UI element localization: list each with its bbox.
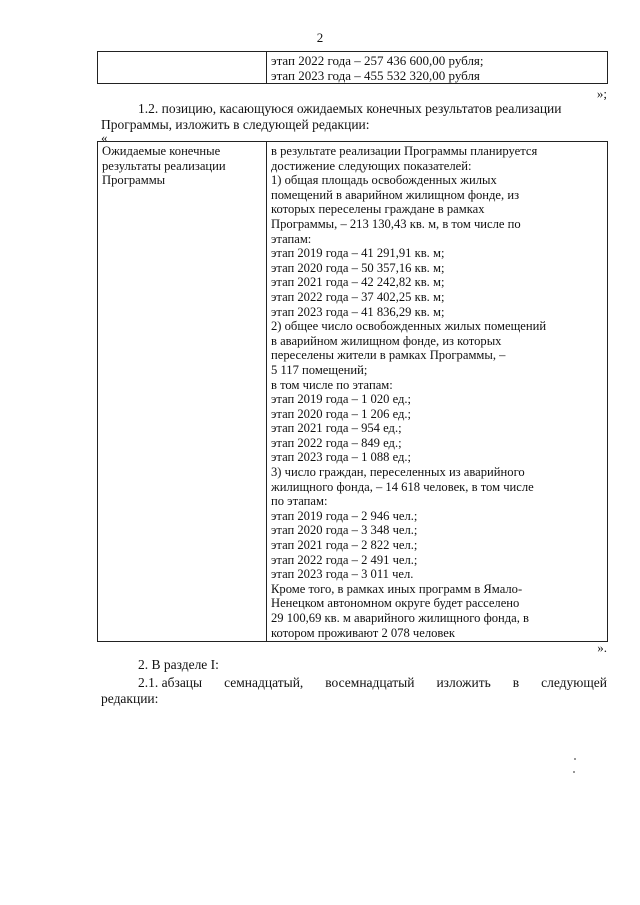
content-line: этап 2019 года – 2 946 чел.;	[271, 508, 418, 523]
content-line: котором проживают 2 078 человек	[271, 625, 456, 640]
content-line: этап 2021 года – 954 ед.;	[271, 421, 402, 436]
content-line: Программы, – 213 130,43 кв. м, в том числе по	[271, 216, 521, 231]
expected-results-content-cell	[267, 142, 608, 642]
content-line: по этапам:	[271, 494, 328, 509]
content-line: достижение следующих показателей:	[271, 158, 472, 173]
paragraph-word: следующей	[541, 675, 607, 690]
label-line: Программы	[102, 173, 166, 188]
paragraph-word: семнадцатый,	[224, 675, 304, 690]
content-line: этапам:	[271, 231, 312, 246]
content-line: которых переселены граждане в рамках	[271, 202, 485, 217]
section-2-text: 2. В разделе I:	[138, 657, 219, 672]
content-line: 5 117 помещений;	[271, 362, 368, 377]
paragraph-word: восемнадцатый	[325, 675, 415, 690]
content-line: помещений в аварийном жилищном фонде, из	[271, 187, 520, 202]
content-line: 3) число граждан, переселенных из аварийного	[271, 465, 525, 480]
content-line: этап 2021 года – 42 242,82 кв. м;	[271, 275, 445, 290]
content-line: в результате реализации Программы планируется	[271, 144, 538, 158]
content-line: 1) общая площадь освобожденных жилых	[271, 173, 497, 188]
label-line: Ожидаемые конечные	[102, 144, 221, 158]
content-line: этап 2022 года – 849 ед.;	[271, 435, 402, 450]
content-line: этап 2020 года – 50 357,16 кв. м;	[271, 260, 445, 275]
closing-quote: ».	[597, 640, 607, 655]
content-line: Ненецком автономном округе будет расселено	[271, 596, 520, 611]
content-line: 29 100,69 кв. м аварийного жилищного фонда, в	[271, 611, 530, 625]
content-line: этап 2022 года – 2 491 чел.;	[271, 552, 418, 567]
funding-table-right-cell	[267, 52, 608, 84]
expected-results-table	[97, 141, 608, 642]
expected-results-label-cell	[98, 142, 267, 642]
paragraph-1-2	[101, 101, 607, 133]
content-line: этап 2023 года – 3 011 чел.	[271, 567, 414, 582]
closing-quote: »;	[596, 86, 607, 101]
opening-quote: «	[101, 130, 108, 145]
scan-speck	[573, 771, 575, 773]
content-line: в аварийном жилищном фонде, из которых	[271, 333, 502, 348]
funding-stage-line: этап 2022 года – 257 436 600,00 рубля;	[271, 53, 484, 68]
content-line: этап 2023 года – 1 088 ед.;	[271, 450, 412, 465]
paragraph-line: редакции:	[101, 691, 159, 706]
paragraph-word: 2.1. абзацы	[138, 675, 203, 690]
paragraph-2-1-second-line	[101, 691, 607, 707]
funding-stage-line: этап 2023 года – 455 532 320,00 рубля	[271, 68, 480, 83]
content-line: этап 2021 года – 2 822 чел.;	[271, 538, 418, 553]
content-line: этап 2019 года – 1 020 ед.;	[271, 392, 412, 407]
paragraph-2-1-first-line	[138, 675, 607, 691]
funding-table-continuation	[97, 51, 608, 84]
content-line: 2) общее число освобожденных жилых помещений	[271, 319, 547, 334]
page-number: 2	[316, 30, 324, 45]
paragraph-line: 1.2. позицию, касающуюся ожидаемых конечных результатов реализации	[138, 101, 562, 116]
content-line: переселены жители в рамках Программы, –	[271, 348, 506, 363]
content-line: этап 2020 года – 3 348 чел.;	[271, 523, 418, 538]
content-line: этап 2022 года – 37 402,25 кв. м;	[271, 289, 445, 304]
scan-speck	[574, 758, 576, 760]
content-line: этап 2023 года – 41 836,29 кв. м;	[271, 304, 445, 319]
content-line: этап 2020 года – 1 206 ед.;	[271, 406, 412, 421]
funding-table-left-cell	[98, 52, 267, 84]
paragraph-word: в	[512, 675, 520, 690]
content-line: жилищного фонда, – 14 618 человек, в том числе	[271, 479, 534, 494]
content-line: этап 2019 года – 41 291,91 кв. м;	[271, 246, 445, 261]
content-line: в том числе по этапам:	[271, 377, 393, 392]
paragraph-word: изложить	[436, 675, 491, 690]
section-2-heading	[101, 657, 607, 673]
content-line: Кроме того, в рамках иных программ в Ямало-	[271, 581, 523, 596]
label-line: результаты реализации	[102, 158, 226, 173]
paragraph-line: Программы, изложить в следующей редакции:	[101, 117, 370, 132]
